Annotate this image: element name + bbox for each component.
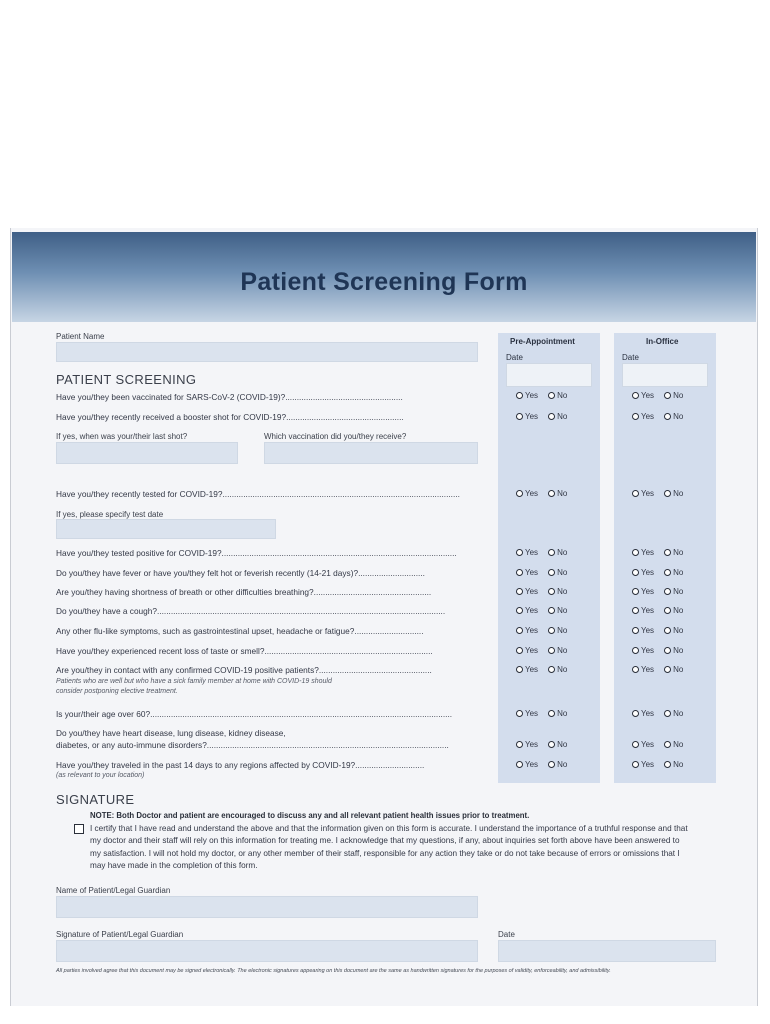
yes-radio[interactable]: Yes <box>516 489 538 498</box>
in-office-header: In-Office <box>646 337 679 346</box>
yes-radio[interactable]: Yes <box>516 760 538 769</box>
which-vaccine-label: Which vaccination did you/they receive? <box>264 432 407 441</box>
radio-circle-icon <box>664 710 671 717</box>
yes-radio[interactable]: Yes <box>632 568 654 577</box>
question-taste-smell: Have you/they experienced recent loss of taste or smell?......................................................................... <box>56 646 433 656</box>
question-fever: Do you/they have fever or have you/they felt hot or feverish recently (14-21 days)?............................. <box>56 568 425 578</box>
radio-circle-icon <box>548 490 555 497</box>
radio-circle-icon <box>632 666 639 673</box>
yes-radio[interactable]: Yes <box>632 606 654 615</box>
yes-radio[interactable]: Yes <box>632 740 654 749</box>
form-header-banner <box>12 232 756 322</box>
pre-flu-radios <box>516 626 567 635</box>
contact-note-line-1: Patients who are well but who have a sick family member at home with COVID-19 should <box>56 678 332 685</box>
question-breathing: Are you/they having shortness of breath or other difficulties breathing?................................................... <box>56 587 432 597</box>
no-radio[interactable]: No <box>548 412 567 421</box>
radio-circle-icon <box>548 588 555 595</box>
signature-date-label: Date <box>498 930 515 939</box>
yes-radio[interactable]: Yes <box>632 626 654 635</box>
yes-radio[interactable]: Yes <box>516 568 538 577</box>
office-flu-radios <box>632 626 683 635</box>
question-travel: Have you/they traveled in the past 14 days to any regions affected by COVID-19?.............................. <box>56 760 425 770</box>
yes-radio[interactable]: Yes <box>632 548 654 557</box>
yes-radio[interactable]: Yes <box>632 391 654 400</box>
yes-radio[interactable]: Yes <box>516 646 538 655</box>
yes-radio[interactable]: Yes <box>516 665 538 674</box>
question-booster: Have you/they recently received a booster shot for COVID-19?................................................... <box>56 412 404 422</box>
yes-radio[interactable]: Yes <box>516 606 538 615</box>
office-age-radios <box>632 709 683 718</box>
question-vaccinated: Have you/they been vaccinated for SARS-CoV-2 (COVID-19)?................................................... <box>56 392 403 402</box>
radio-circle-icon <box>548 569 555 576</box>
radio-circle-icon <box>664 607 671 614</box>
no-radio[interactable]: No <box>664 412 683 421</box>
no-radio[interactable]: No <box>548 760 567 769</box>
yes-radio[interactable]: Yes <box>632 412 654 421</box>
radio-circle-icon <box>548 413 555 420</box>
form-title: Patient Screening Form <box>240 268 528 296</box>
pre-appointment-date-label: Date <box>506 353 523 362</box>
question-tested: Have you/they recently tested for COVID-19?....................................................................................................... <box>56 489 460 499</box>
radio-circle-icon <box>516 627 523 634</box>
pre-fever-radios <box>516 568 567 577</box>
no-radio[interactable]: No <box>664 587 683 596</box>
radio-circle-icon <box>548 647 555 654</box>
question-cough: Do you/they have a cough?............................................................................................................................. <box>56 606 446 616</box>
pre-cough-radios <box>516 606 567 615</box>
radio-circle-icon <box>632 627 639 634</box>
no-radio[interactable]: No <box>664 709 683 718</box>
radio-circle-icon <box>516 569 523 576</box>
question-flu-symptoms: Any other flu-like symptoms, such as gastrointestinal upset, headache or fatigue?.............................. <box>56 626 424 636</box>
radio-circle-icon <box>632 607 639 614</box>
yes-radio[interactable]: Yes <box>632 646 654 655</box>
test-date-field[interactable] <box>56 519 276 539</box>
no-radio[interactable]: No <box>664 548 683 557</box>
pre-appointment-date-field[interactable] <box>506 363 592 387</box>
office-taste-radios <box>632 646 683 655</box>
contact-note-line-2: consider postponing elective treatment. <box>56 688 178 695</box>
yes-radio[interactable]: Yes <box>516 587 538 596</box>
office-travel-radios <box>632 760 683 769</box>
travel-note: (as relevant to your location) <box>56 772 145 779</box>
test-date-label: If yes, please specify test date <box>56 510 164 519</box>
radio-circle-icon <box>632 392 639 399</box>
radio-circle-icon <box>664 761 671 768</box>
radio-circle-icon <box>664 549 671 556</box>
radio-circle-icon <box>632 588 639 595</box>
question-conditions-line-2: diabetes, or any auto-immune disorders?......................................................................................................... <box>56 740 449 750</box>
office-vaccinated-radios <box>632 391 683 400</box>
no-radio[interactable]: No <box>548 740 567 749</box>
yes-radio[interactable]: Yes <box>632 709 654 718</box>
no-radio[interactable]: No <box>664 626 683 635</box>
patient-screening-heading: PATIENT SCREENING <box>56 372 197 387</box>
radio-circle-icon <box>516 392 523 399</box>
no-radio[interactable]: No <box>664 760 683 769</box>
no-radio[interactable]: No <box>548 489 567 498</box>
name-guardian-label: Name of Patient/Legal Guardian <box>56 886 171 895</box>
radio-circle-icon <box>664 392 671 399</box>
pre-age-radios <box>516 709 567 718</box>
yes-radio[interactable]: Yes <box>516 626 538 635</box>
radio-circle-icon <box>516 761 523 768</box>
radio-circle-icon <box>516 607 523 614</box>
pre-breathing-radios <box>516 587 567 596</box>
patient-name-label: Patient Name <box>56 332 105 341</box>
radio-circle-icon <box>664 666 671 673</box>
radio-circle-icon <box>548 627 555 634</box>
pre-travel-radios <box>516 760 567 769</box>
radio-circle-icon <box>664 627 671 634</box>
radio-circle-icon <box>548 666 555 673</box>
yes-radio[interactable]: Yes <box>516 412 538 421</box>
radio-circle-icon <box>632 490 639 497</box>
name-guardian-field[interactable] <box>56 896 478 918</box>
no-radio[interactable]: No <box>664 665 683 674</box>
office-booster-radios <box>632 412 683 421</box>
no-radio[interactable]: No <box>548 709 567 718</box>
radio-circle-icon <box>664 413 671 420</box>
radio-circle-icon <box>548 549 555 556</box>
pre-contact-radios <box>516 665 567 674</box>
question-conditions-line-1: Do you/they have heart disease, lung disease, kidney disease, <box>56 728 286 738</box>
question-age: Is your/their age over 60?................................................................................................................................... <box>56 709 453 719</box>
radio-circle-icon <box>516 490 523 497</box>
question-tested-positive: Have you/they tested positive for COVID-19?...................................................................................................... <box>56 548 457 558</box>
question-contact: Are you/they in contact with any confirmed COVID-19 positive patients?................................................. <box>56 665 432 675</box>
no-radio[interactable]: No <box>548 548 567 557</box>
office-fever-radios <box>632 568 683 577</box>
no-radio[interactable]: No <box>548 646 567 655</box>
pre-tested-radios <box>516 489 567 498</box>
radio-circle-icon <box>548 710 555 717</box>
which-vaccine-field[interactable] <box>264 442 478 464</box>
radio-circle-icon <box>516 647 523 654</box>
yes-radio[interactable]: Yes <box>632 760 654 769</box>
pre-taste-radios <box>516 646 567 655</box>
radio-circle-icon <box>632 761 639 768</box>
signature-note: NOTE: Both Doctor and patient are encouraged to discuss any and all relevant patient health issues prior to treatment. <box>90 811 530 820</box>
office-contact-radios <box>632 665 683 674</box>
no-radio[interactable]: No <box>664 391 683 400</box>
office-tested-radios <box>632 489 683 498</box>
no-radio[interactable]: No <box>664 489 683 498</box>
pre-conditions-radios <box>516 740 567 749</box>
office-cough-radios <box>632 606 683 615</box>
radio-circle-icon <box>664 588 671 595</box>
no-radio[interactable]: No <box>664 740 683 749</box>
in-office-date-field[interactable] <box>622 363 708 387</box>
radio-circle-icon <box>548 761 555 768</box>
yes-radio[interactable]: Yes <box>632 665 654 674</box>
radio-circle-icon <box>632 569 639 576</box>
certify-checkbox[interactable] <box>74 824 84 834</box>
radio-circle-icon <box>632 413 639 420</box>
radio-circle-icon <box>632 710 639 717</box>
radio-circle-icon <box>516 413 523 420</box>
no-radio[interactable]: No <box>664 606 683 615</box>
signature-guardian-label: Signature of Patient/Legal Guardian <box>56 930 184 939</box>
no-radio[interactable]: No <box>548 626 567 635</box>
radio-circle-icon <box>548 607 555 614</box>
yes-radio[interactable]: Yes <box>516 548 538 557</box>
radio-circle-icon <box>516 588 523 595</box>
radio-circle-icon <box>516 710 523 717</box>
radio-circle-icon <box>632 549 639 556</box>
electronic-signature-footer: All parties involved agree that this document may be signed electronically. The electronic signatures appearing on this document are the same as handwritten signatures for the purposes of validity, enforceability, and admissibility. <box>56 968 611 974</box>
pre-appointment-header: Pre-Appointment <box>510 337 575 346</box>
signature-date-field[interactable] <box>498 940 716 962</box>
certification-text: I certify that I have read and understand the above and that the information given on this form is accurate. I understand the importance of a truthful response and that my doctor and their staff will rely on this information for treating me. I acknowledge that my questions, if any, about inquiries set forth above have been answered to my satisfaction. I will not hold my doctor, or any other member of their staff, responsible for any action they take or do not take because of errors or omissions that I may have made in the completion of this form. <box>90 824 688 870</box>
radio-circle-icon <box>664 490 671 497</box>
radio-circle-icon <box>664 569 671 576</box>
no-radio[interactable]: No <box>548 665 567 674</box>
office-positive-radios <box>632 548 683 557</box>
pre-booster-radios <box>516 412 567 421</box>
yes-radio[interactable]: Yes <box>632 587 654 596</box>
no-radio[interactable]: No <box>548 391 567 400</box>
no-radio[interactable]: No <box>664 568 683 577</box>
yes-radio[interactable]: Yes <box>516 391 538 400</box>
radio-circle-icon <box>548 741 555 748</box>
radio-circle-icon <box>516 549 523 556</box>
patient-name-field[interactable] <box>56 342 478 362</box>
last-shot-field[interactable] <box>56 442 238 464</box>
last-shot-label: If yes, when was your/their last shot? <box>56 432 188 441</box>
yes-radio[interactable]: Yes <box>632 489 654 498</box>
radio-circle-icon <box>516 666 523 673</box>
office-conditions-radios <box>632 740 683 749</box>
radio-circle-icon <box>632 741 639 748</box>
no-radio[interactable]: No <box>548 606 567 615</box>
pre-vaccinated-radios <box>516 391 567 400</box>
radio-circle-icon <box>664 647 671 654</box>
radio-circle-icon <box>632 647 639 654</box>
signature-heading: SIGNATURE <box>56 792 135 807</box>
pre-positive-radios <box>516 548 567 557</box>
yes-radio[interactable]: Yes <box>516 740 538 749</box>
no-radio[interactable]: No <box>548 587 567 596</box>
no-radio[interactable]: No <box>664 646 683 655</box>
in-office-date-label: Date <box>622 353 639 362</box>
radio-circle-icon <box>548 392 555 399</box>
yes-radio[interactable]: Yes <box>516 709 538 718</box>
no-radio[interactable]: No <box>548 568 567 577</box>
signature-guardian-field[interactable] <box>56 940 478 962</box>
radio-circle-icon <box>664 741 671 748</box>
office-breathing-radios <box>632 587 683 596</box>
radio-circle-icon <box>516 741 523 748</box>
